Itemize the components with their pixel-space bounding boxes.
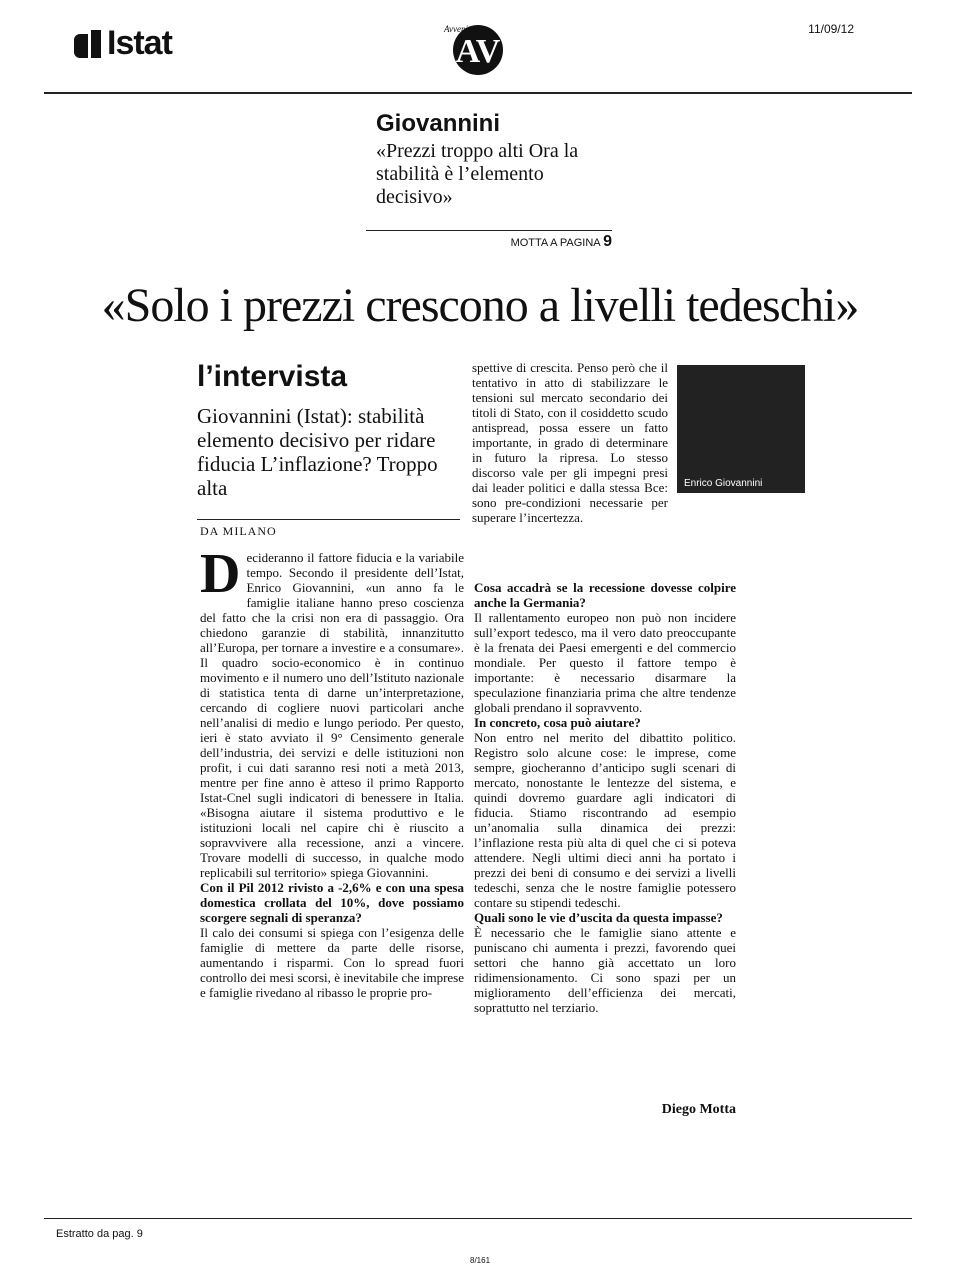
question-3: In concreto, cosa può aiutare? — [474, 715, 641, 730]
answer-3: Non entro nel merito del dibattito politico. Registro solo alcune cose: le imprese, come sempre, giocheranno d’anticipo sugli scenari di mercato, nonostante le lentezze del sistema, e quindi dovremo guardare agli indicatori di fiducia. Stiamo riscontrando ad esempio un’anomalia sulla dinamica dei prezzi: l’inflazione resta più alta di quel che ci si poteva attendere. Negli ultimi dieci anni ha portato i prezzi dei beni di consumo e dei servizi a livelli tedeschi, senza che le nostre famiglie potessero contare su stipendi tedeschi. — [474, 730, 736, 910]
question-4: Quali sono le vie d’uscita da questa impasse? — [474, 910, 723, 925]
deck-rule — [197, 519, 460, 520]
byline: Diego Motta — [661, 1102, 736, 1117]
question-2: Cosa accadrà se la recessione dovesse colpire anche la Germania? — [474, 580, 736, 610]
photo-caption: Enrico Giovannini — [684, 478, 763, 489]
answer-2: Il rallentamento europeo non può non incidere sull’export tedesco, ma il vero dato preoccupante è la frenata dei Paesi emergenti e del commercio mondiale. Per questo il fattore tempo è importante: è necessario disarmare la speculazione finanziaria prima che altre tendenze globali prendano il sopravvento. — [474, 610, 736, 715]
masthead-logo — [440, 20, 512, 76]
folio: 8/161 — [470, 1256, 491, 1265]
brand-name: Istat — [107, 24, 172, 62]
deck: Giovannini (Istat): stabilità elemento decisivo per ridare fiducia L’inflazione? Troppo alta — [197, 404, 438, 500]
dropcap: D — [200, 543, 241, 605]
column-3 — [474, 580, 736, 1015]
kicker: l’intervista — [197, 360, 348, 393]
continue-label: MOTTA A PAGINA — [510, 237, 601, 249]
continue-page: 9 — [603, 233, 612, 250]
teaser-quote: «Prezzi troppo alti Ora la stabilità è l’elemento decisivo» — [376, 140, 579, 208]
answer-1: Il calo dei consumi si spiega con l’esigenza delle famiglie di mettere da parte delle risorse, aumentando i risparmi. Con lo spread fuori controllo dei mesi scorsi, è inevitabile che imprese e famiglie rivedano al ribasso le proprie pro- — [200, 925, 464, 1000]
continue-ref — [366, 230, 612, 251]
article-headline: «Solo i prezzi crescono a livelli tedeschi» — [101, 279, 859, 332]
col1-text: ecideranno il fattore fiducia e la variabile tempo. Secondo il presidente dell’Istat, Enrico Giovannini, «un anno fa le famiglie italiane hanno preso coscienza del fatto che la crisi non era di passaggio. Ora chiedono garanzie di stabilità, innanzitutto all’Europa, per tornare a investire e a consumare». Il quadro socio-economico è in continuo movimento e il numero uno dell’Istituto nazionale di statistica tenta di darne un’interpretazione, cercando di cogliere nuovi particolari anche nell’analisi di medio e lungo periodo. Per questo, ieri è stato avviato il 9° Censimento generale dell’industria, dei servizi e delle istituzioni non profit, i cui dati saranno resi noti a metà 2013, mentre per fine anno è atteso il primo Rapporto Istat-Cnel sugli indicatori di benessere in Italia. «Bisogna aiutare il sistema produttivo e le istituzioni locali nel capire chi è riuscito a sopravvivere alla recessione, anzi a vincere. Trovare modelli di successo, in qualche modo replicabili sul territorio» spiega Giovannini. — [200, 550, 464, 880]
istat-logo — [74, 24, 172, 63]
question-1: Con il Pil 2012 rivisto a -2,6% e con una spesa domestica crollata del 10%, dove possiamo scorgere segnali di speranza? — [200, 880, 464, 925]
dateline: DA MILANO — [200, 524, 277, 538]
answer-4: È necessario che le famiglie siano attente e puniscano chi aumenta i prezzi, favorendo quei settori che hanno già accettato un loro ridimensionamento. Ci sono spazi per un miglioramento dell’efficienza dei mercati, soprattutto nel terziario. — [474, 925, 736, 1015]
teaser-name: Giovannini — [376, 110, 501, 137]
column-1 — [200, 543, 464, 1000]
masthead-name: Avvenire — [444, 24, 476, 34]
bottom-rule — [44, 1218, 912, 1219]
column-2 — [472, 360, 668, 525]
portrait-photo — [677, 365, 805, 493]
extract-note: Estratto da pag. 9 — [56, 1228, 143, 1240]
istat-logo-icon — [74, 30, 101, 58]
col2-text: spettive di crescita. Penso però che il tentativo in atto di stabilizzare le tensioni sul mercato secondario dei titoli di Stato, con il cosiddetto scudo antispread, possa essere un fatto importante, in grado di determinare in futuro la ripresa. Lo stesso discorso vale per gli impegni presi dai leader politici e dalla stessa Bce: sono pre-condizioni necessarie per superare l’incertezza. — [472, 360, 668, 525]
top-rule — [44, 92, 912, 94]
issue-date: 11/09/12 — [808, 22, 854, 36]
svg-text:AV: AV — [455, 33, 501, 70]
front-teaser — [376, 110, 616, 209]
